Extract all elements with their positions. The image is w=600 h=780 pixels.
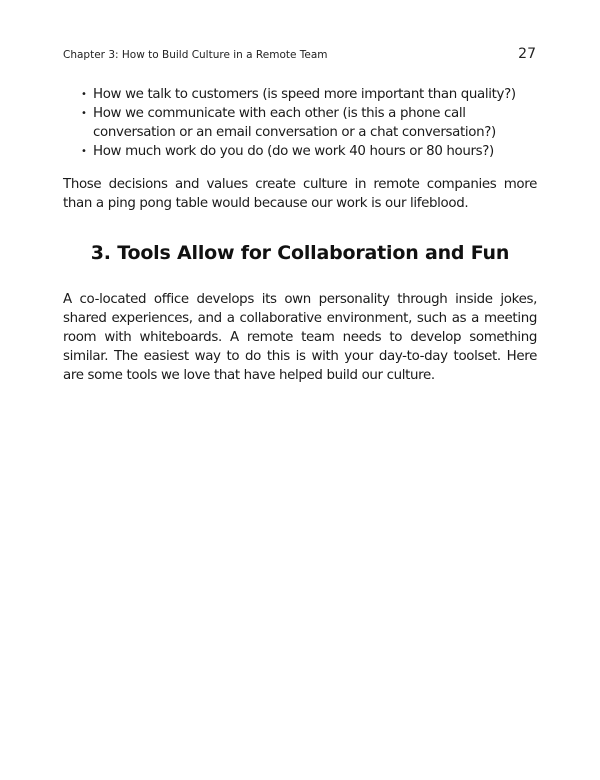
list-item-text: How we talk to customers (is speed more important than quality?): [93, 87, 516, 102]
section-heading: 3. Tools Allow for Collaboration and Fun: [90, 242, 510, 264]
page-number: 27: [518, 46, 536, 62]
list-item: [80, 104, 550, 142]
list-item: [80, 85, 550, 104]
body-paragraph: A co-located office develops its own personality through inside jokes, shared experiences, and a collaborative environment, such as a meeting room with whiteboards. A remote team needs to develop something similar. The easiest way to do this is with your day-to-day toolset. Here are some tools we love that have helped build our culture.: [63, 292, 537, 383]
list-item-text: How much work do you do (do we work 40 hours or 80 hours?): [93, 144, 494, 159]
list-item-text: How we communicate with each other (is this a phone call conversation or an email conversation or a chat conversation?): [93, 106, 496, 140]
bullet-list: [80, 85, 550, 161]
body-paragraph: Those decisions and values create culture in remote companies more than a ping pong table would because our work is our lifeblood.: [63, 177, 537, 211]
bullet-dot-icon: •: [81, 146, 87, 157]
running-header-chapter-title: Chapter 3: How to Build Culture in a Remote Team: [63, 49, 328, 61]
bullet-dot-icon: •: [81, 108, 87, 119]
list-item: [80, 142, 550, 161]
bullet-dot-icon: •: [81, 89, 87, 100]
